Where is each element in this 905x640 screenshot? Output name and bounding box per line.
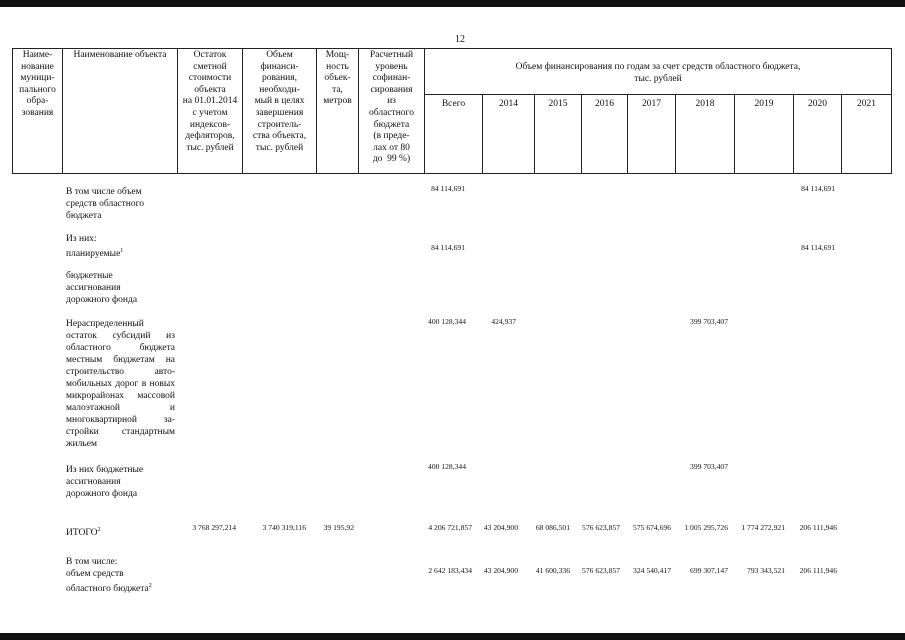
cell-total: 400 128,344 [428,462,466,471]
header-volume: Объем финанси- рования, необходи- мый в целях завершения строитель- ства объекта, тыс. рублей [252,50,307,153]
header-remainder: Остаток сметной стоимости объекта на 01.01.2014 с учетом индексов- дефляторов, тыс. рублей [182,50,238,153]
header-year-2014: 2014 [499,99,518,109]
header-year-2016: 2016 [595,99,614,109]
row-label-text: ИТОГО [66,528,98,539]
header-bottom-border [12,173,892,174]
row-label: Нераспределенный остаток субсидий из областного бюджета местным бюджетам на строительство авто-мобильных дорог в новых микрорайонах массовой малоэтажной и многоквартирной за-стройки стандартным жильем [66,319,175,449]
cell-2015: 68 086,501 [535,523,570,532]
col-divider [62,48,63,174]
header-year-2018: 2018 [695,99,715,109]
header-municipality: Наиме- нование муници- пального обра- зования [19,50,56,118]
cell-2020: 84 114,691 [801,184,835,193]
cell-total: 2 642 183,434 [428,566,472,575]
header-year-2021: 2021 [857,99,876,109]
cell-2016: 576 623,857 [582,523,620,532]
cell-2014: 43 204,900 [483,523,518,532]
header-year-2015: 2015 [548,99,568,109]
cell-2014: 43 204,900 [483,566,518,575]
cell-2015: 41 600,336 [535,566,570,575]
cell-2019: 1 774 272,921 [741,523,785,532]
row-label: бюджетные ассигнования дорожного фонда [66,271,138,305]
header-year-2017: 2017 [642,99,661,109]
row-label [66,556,186,595]
header-year-total: Всего [441,99,466,109]
cell-total: 4 206 721,857 [428,523,472,532]
page-number: 12 [455,34,465,45]
col-divider [891,48,892,174]
footnote-marker: 1 [120,248,124,254]
footnote-marker: 2 [148,583,152,589]
header-object: Наименование объекта [73,50,167,60]
cell-2020: 206 111,946 [799,566,837,575]
header-top-border [12,48,892,49]
row-label-text: В том числе: объем средств областного бюджета [66,557,149,595]
cell-total: 400 128,344 [428,317,466,326]
page-top-edge [0,0,905,7]
cell-total: 84 114,691 [431,184,465,193]
table-header [12,48,892,174]
cell-2016: 576 623,857 [582,566,620,575]
cell-2018: 699 307,147 [690,566,728,575]
cell-2017: 575 674,696 [633,523,671,532]
header-year-2019: 2019 [754,99,774,109]
cell-volume: 3 740 319,116 [262,523,306,532]
row-label: В том числе объем средств областного бюджета [66,187,145,221]
cell-2018: 399 703,407 [690,462,728,471]
cell-remainder: 3 768 297,214 [192,523,236,532]
header-level: Расчетный уровень софинан- сирования из областного бюджета (в преде- лах от 80 до 99 %) [369,50,414,165]
header-capacity: Мощ- ность объек- та, метров [323,50,352,107]
page-bottom-edge [0,633,905,640]
cell-total: 84 114,691 [431,243,465,252]
header-funding-group: Объем финансирования по годам за счет средств областного бюджета, тыс. рублей [515,62,801,84]
cell-2018: 399 703,407 [690,317,728,326]
row-label [66,233,186,260]
row-label-text: Из них: планируемые [66,234,121,260]
cell-2018: 1 005 295,726 [684,523,728,532]
header-inner-border [424,94,892,95]
footnote-marker: 2 [97,527,101,533]
cell-2020: 84 114,691 [801,243,835,252]
cell-capacity: 39 195,92 [323,523,354,532]
cell-2020: 206 111,946 [799,523,837,532]
header-year-2020: 2020 [808,99,827,109]
cell-2014: 424,937 [491,317,516,326]
cell-2017: 324 540,417 [633,566,671,575]
cell-2019: 793 343,521 [747,566,785,575]
row-label: Из них бюджетные ассигнования дорожного фонда [66,465,144,499]
